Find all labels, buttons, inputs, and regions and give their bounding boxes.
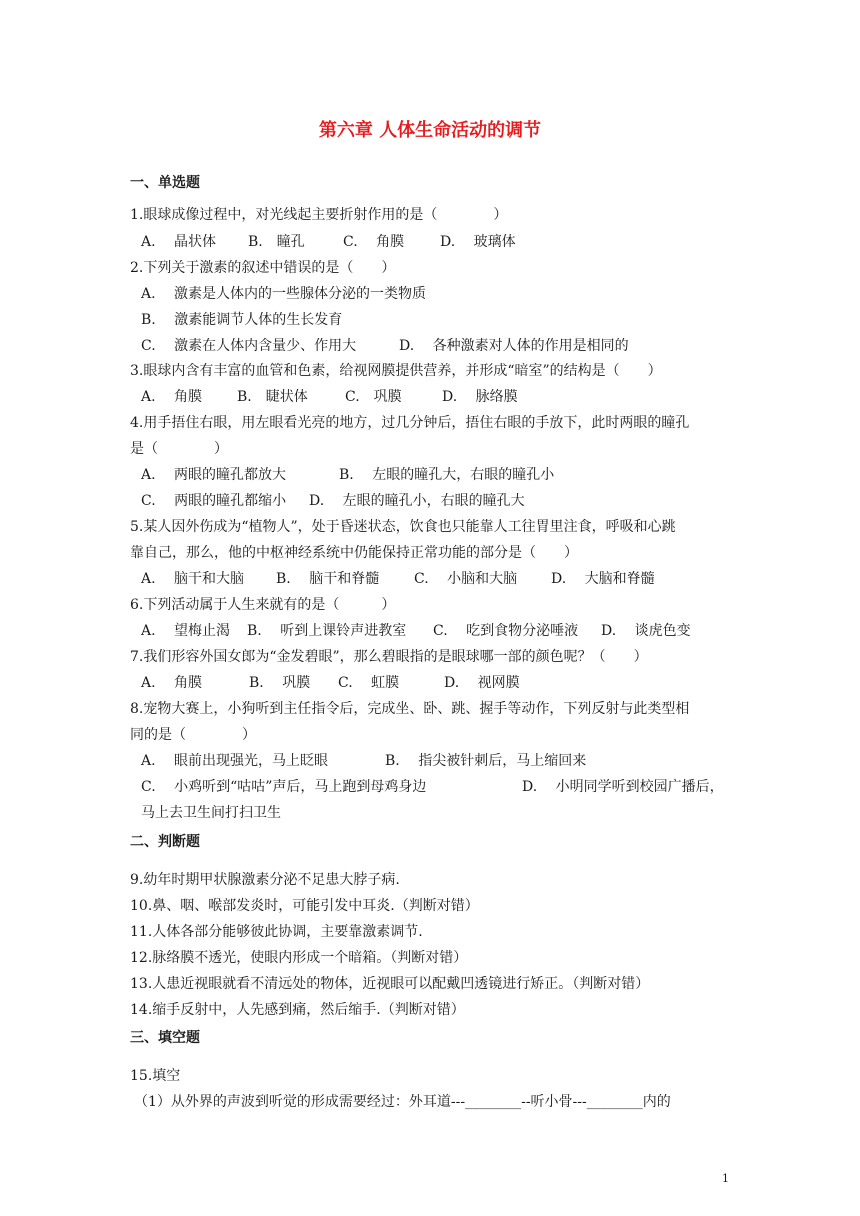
judge-item: 9.幼年时期甲状腺激素分泌不足患大脖子病.: [130, 872, 400, 888]
option-a: A. 望梅止渴: [141, 623, 231, 639]
option-d: D. 谈虎色变: [601, 623, 691, 639]
option-a: A. 角膜: [141, 389, 203, 405]
option-b: B. 巩膜: [249, 675, 311, 691]
option-d: D. 各种激素对人体的作用是相同的: [399, 338, 629, 354]
judge-item: 11.人体各部分能够彼此协调，主要靠激素调节.: [130, 924, 423, 940]
question-7-stem: 7.我们形容外国女郎为“金发碧眼”，那么碧眼指的是眼球哪一部的颜色呢？（ ）: [130, 649, 648, 665]
question-5-stem-line-2: 靠自己，那么，他的中枢神经系统中仍能保持正常功能的部分是（ ）: [130, 545, 578, 561]
question-8-option-d-continued: 马上去卫生间打扫卫生: [141, 805, 281, 821]
option-b: B. 睫状体: [237, 389, 308, 405]
judge-item: 10.鼻、咽、喉部发炎时，可能引发中耳炎.（判断对错）: [130, 898, 479, 914]
option-c: C. 两眼的瞳孔都缩小: [141, 493, 287, 509]
option-b: B. 左眼的瞳孔大，右眼的瞳孔小: [339, 467, 555, 483]
judge-item: 14.缩手反射中，人先感到痛，然后缩手.（判断对错）: [130, 1002, 465, 1018]
question-4-stem-line-2: 是（ ）: [130, 441, 228, 457]
judge-item: 13.人患近视眼就看不清远处的物体，近视眼可以配戴凹透镜进行矫正。（判断对错）: [130, 976, 650, 992]
option-d: D. 大脑和脊髓: [551, 571, 655, 587]
question-4-stem-line-1: 4.用手捂住右眼，用左眼看光亮的地方，过几分钟后，捂住右眼的手放下，此时两眼的瞳孔: [130, 415, 690, 431]
option-c: C. 角膜: [343, 234, 405, 250]
question-8-stem-line-1: 8.宠物大赛上，小狗听到主任指令后，完成坐、卧、跳、握手等动作，下列反射与此类型相: [130, 701, 690, 717]
option-d: D. 玻璃体: [440, 234, 516, 250]
option-a: A. 两眼的瞳孔都放大: [141, 467, 287, 483]
option-d: D. 视网膜: [444, 675, 520, 691]
option-b: B. 脑干和脊髓: [276, 571, 380, 587]
question-6-stem: 6.下列活动属于人生来就有的是（ ）: [130, 597, 396, 613]
question-2-stem: 2.下列关于激素的叙述中错误的是（ ）: [130, 260, 396, 276]
option-d: D. 小明同学听到校园广播后，: [522, 779, 724, 795]
option-b: B. 瞳孔: [248, 234, 305, 250]
question-2-option-a: A. 激素是人体内的一些腺体分泌的一类物质: [141, 286, 427, 302]
question-15-stem: 15.填空: [130, 1068, 181, 1084]
question-1-stem: 1.眼球成像过程中，对光线起主要折射作用的是（ ）: [130, 207, 508, 223]
document-title: 第六章 人体生命活动的调节: [318, 120, 542, 141]
option-c: C. 小鸡听到“咕咕”声后，马上跑到母鸡身边: [141, 779, 427, 795]
option-c: C. 虹膜: [338, 675, 400, 691]
section-heading-true-false: 二、判断题: [130, 834, 200, 850]
judge-item: 12.脉络膜不透光，使眼内形成一个暗箱。（判断对错）: [130, 950, 468, 966]
question-3-stem: 3.眼球内含有丰富的血管和色素，给视网膜提供营养，并形成“暗室”的结构是（ ）: [130, 363, 662, 379]
option-d: D. 左眼的瞳孔小，右眼的瞳孔大: [309, 493, 525, 509]
question-5-stem-line-1: 5.某人因外伤成为“植物人”，处于昏迷状态，饮食也只能靠人工往胃里注食，呼吸和心跳: [130, 519, 676, 535]
option-d: D. 脉络膜: [442, 389, 518, 405]
question-15-sub-1: （1）从外界的声波到听觉的形成需要经过：外耳道---________--听小骨---________内的: [134, 1094, 671, 1110]
option-b: B. 指尖被针刺后，马上缩回来: [385, 753, 587, 769]
section-heading-single-choice: 一、单选题: [130, 175, 200, 191]
question-2-option-b: B. 激素能调节人体的生长发育: [141, 312, 343, 328]
section-heading-fill-blank: 三、填空题: [130, 1030, 200, 1046]
option-a: A. 脑干和大脑: [141, 571, 245, 587]
option-b: B. 听到上课铃声进教室: [247, 623, 407, 639]
page-number: 1: [722, 1172, 729, 1185]
option-c: C. 激素在人体内含量少、作用大: [141, 338, 357, 354]
option-a: A. 眼前出现强光，马上眨眼: [141, 753, 329, 769]
option-c: C. 巩膜: [345, 389, 402, 405]
option-a: A. 角膜: [141, 675, 203, 691]
option-c: C. 小脑和大脑: [414, 571, 518, 587]
question-8-stem-line-2: 同的是（ ）: [130, 727, 256, 743]
option-a: A. 晶状体: [141, 234, 217, 250]
option-c: C. 吃到食物分泌唾液: [433, 623, 579, 639]
